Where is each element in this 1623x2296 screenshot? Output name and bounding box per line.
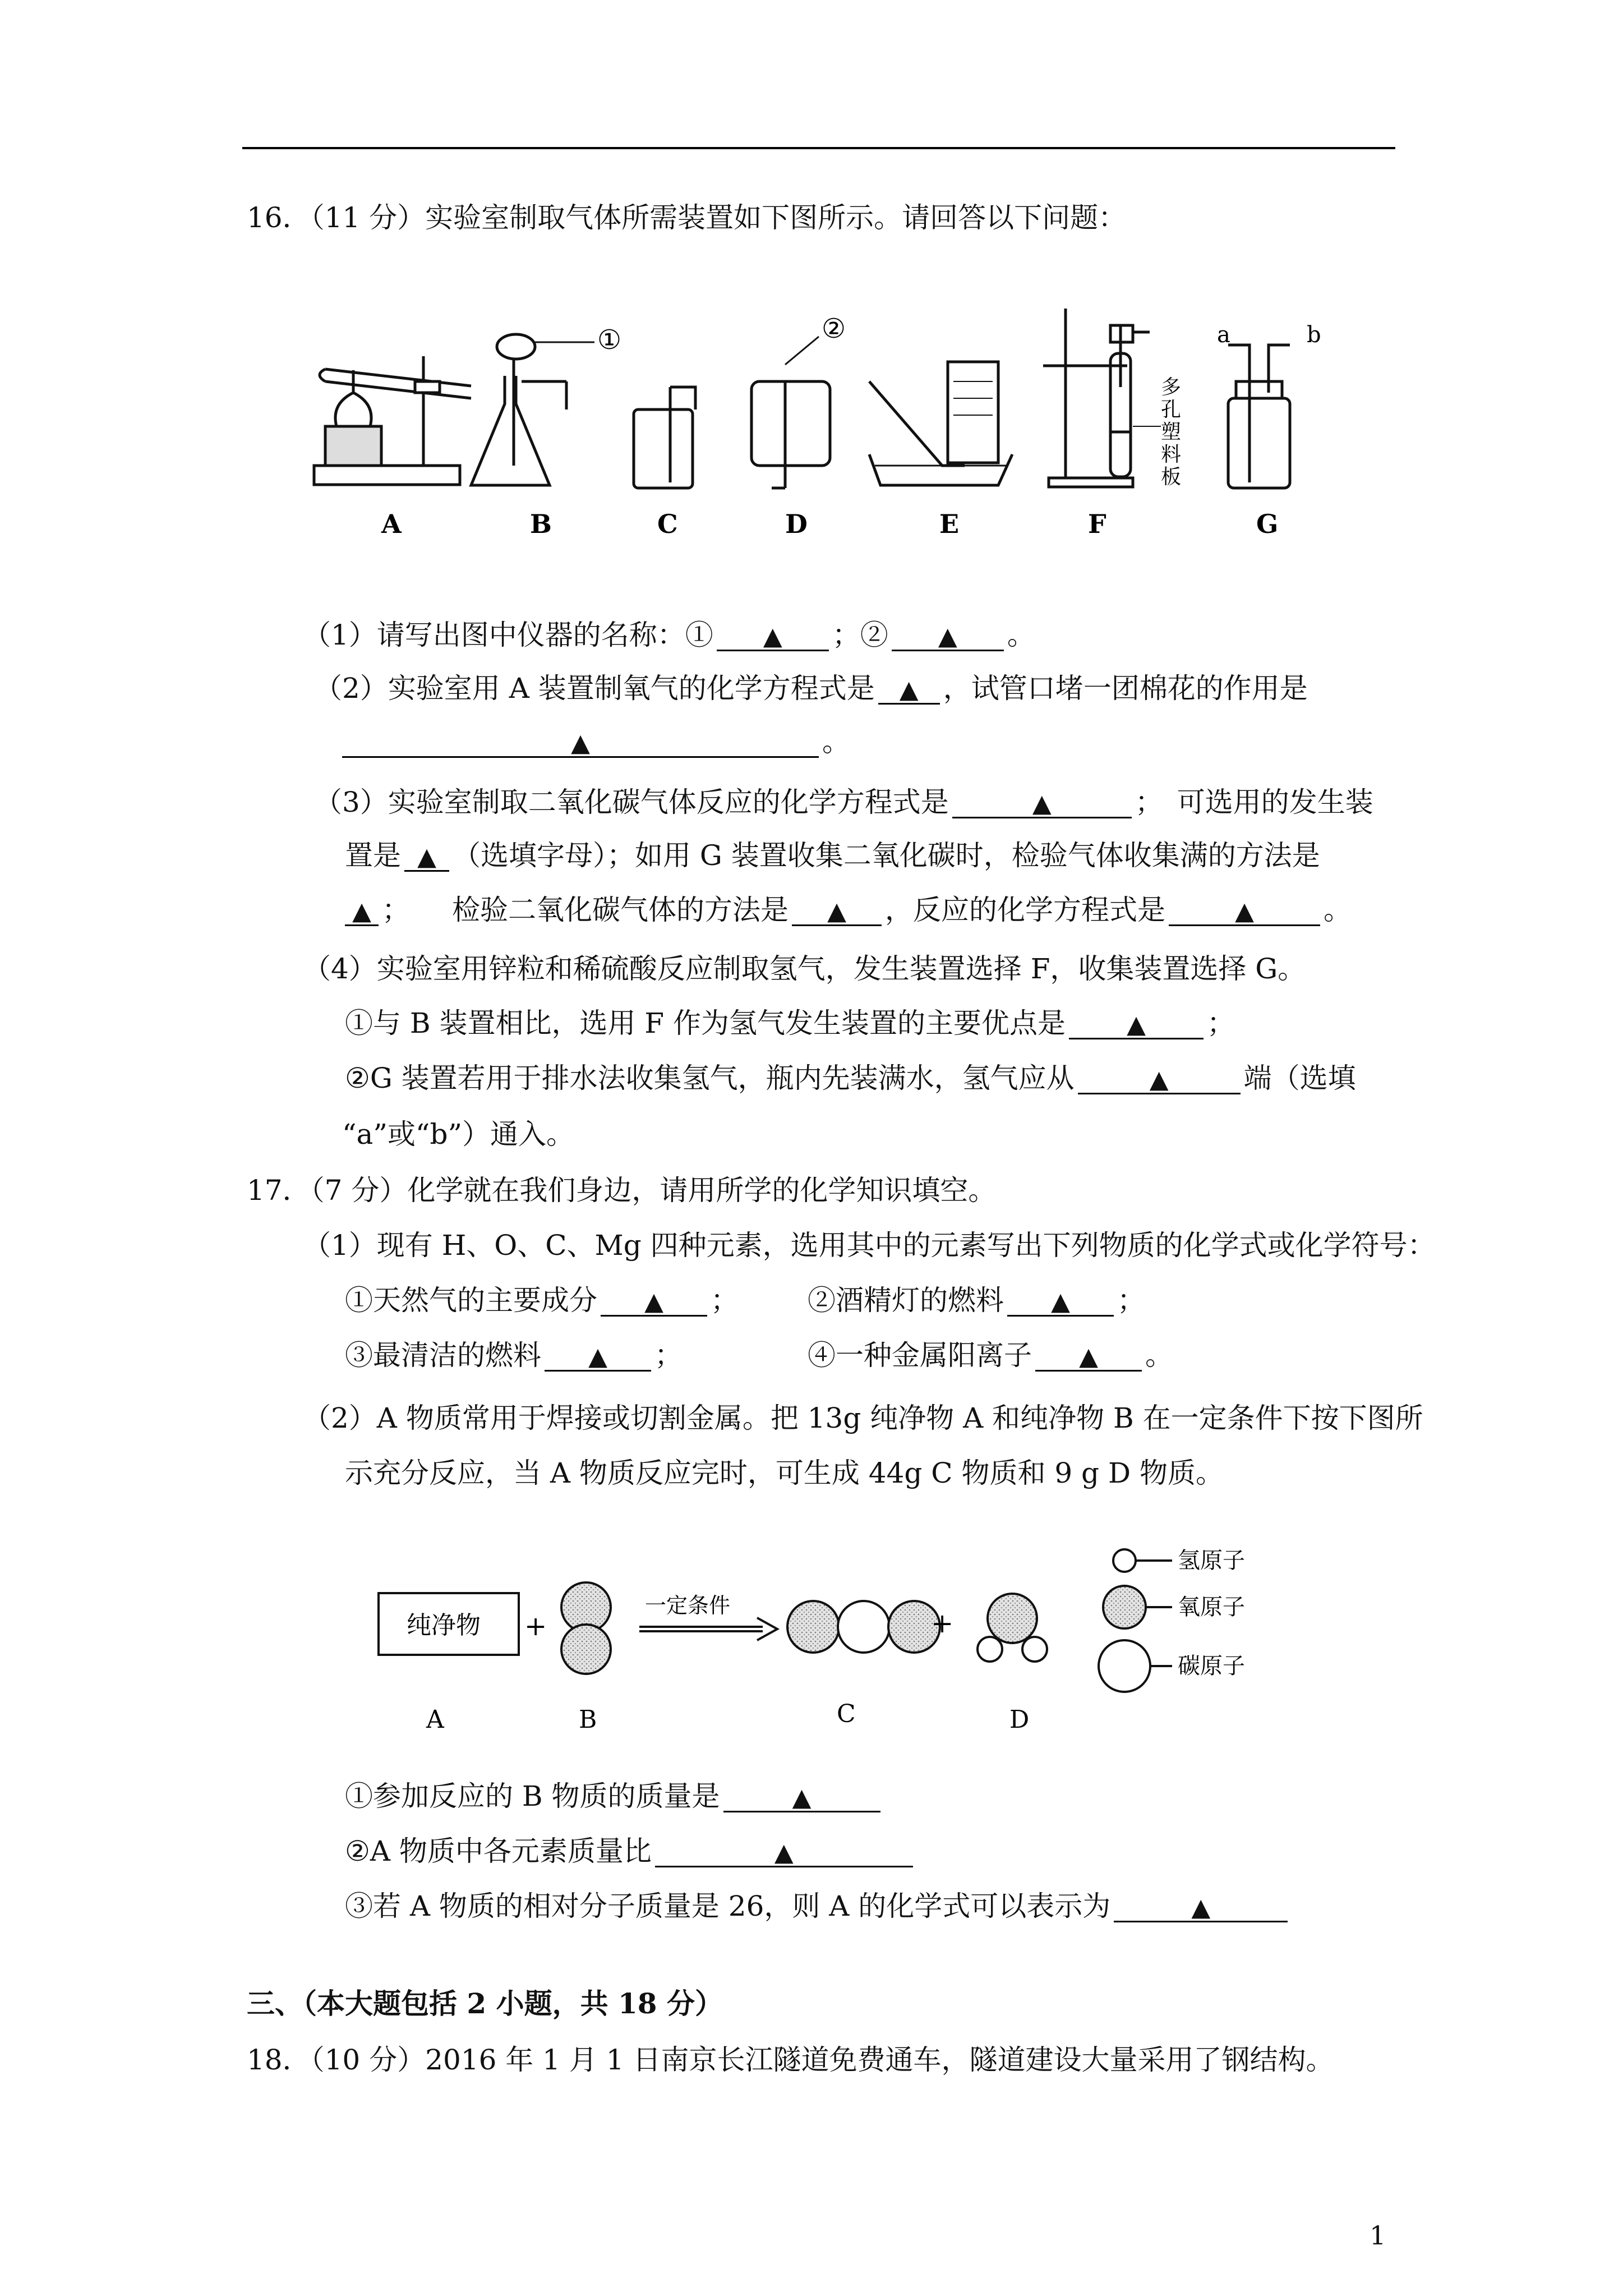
legend-carbon: 碳原子 [1178, 1653, 1245, 1679]
header-rule [242, 147, 1395, 149]
label-b: B [530, 509, 552, 539]
apparatus-c [634, 387, 695, 488]
c-oxygen-atom-1 [787, 1601, 839, 1653]
apparatus-f [1043, 309, 1161, 487]
q16-part4-item2-cont: “a”或“b”）通入。 [342, 1118, 575, 1151]
svg-text:孔: 孔 [1161, 398, 1182, 421]
q17-sub1: ①参加反应的 B 物质的质量是 ▲ [345, 1778, 884, 1814]
q16-part1: （1）请写出图中仪器的名称：① ▲ ；② ▲ 。 [303, 619, 1035, 651]
q16-part2: （2）实验室用 A 装置制氧气的化学方程式是 ▲ ，试管口堵一团棉花的作用是 [314, 672, 1308, 705]
label-a: A [381, 509, 402, 539]
label-g: G [1256, 509, 1279, 539]
g-port-a: a [1217, 322, 1230, 348]
q16-stem: 16．（11 分）实验室制取气体所需装置如下图所示。请回答以下问题： [247, 201, 1127, 234]
q17-stem: 17．（7 分）化学就在我们身边，请用所学的化学知识填空。 [247, 1174, 997, 1207]
d-hydrogen-atom-2 [1022, 1637, 1047, 1662]
q17-sub2: ②A 物质中各元素质量比 ▲ [345, 1833, 916, 1869]
c-carbon-atom [838, 1601, 889, 1653]
legend-oxygen-symbol [1103, 1586, 1146, 1628]
answer-blank[interactable]: ▲ [1078, 1061, 1241, 1094]
q17-sub3: ③若 A 物质的相对分子质量是 26，则 A 的化学式可以表示为 ▲ [345, 1888, 1291, 1924]
plus-sign: + [931, 1608, 954, 1639]
apparatus-e [869, 362, 1012, 485]
answer-blank[interactable]: ▲ [655, 1834, 913, 1867]
q17-item2: ②酒精灯的燃料 ▲ ； [808, 1284, 1145, 1317]
label-f: F [1088, 509, 1106, 539]
svg-text:B: B [579, 1705, 597, 1734]
d-oxygen-atom [988, 1594, 1037, 1643]
legend-hydrogen: 氢原子 [1178, 1548, 1245, 1573]
answer-blank[interactable]: ▲ [1069, 1006, 1204, 1039]
answer-blank[interactable]: ▲ [404, 839, 449, 872]
answer-blank[interactable]: ▲ [792, 893, 882, 926]
svg-text:多: 多 [1161, 376, 1182, 399]
marker-1: ① [597, 324, 622, 356]
g-port-b: b [1307, 322, 1321, 348]
answer-blank[interactable]: ▲ [1007, 1283, 1114, 1317]
svg-text:板: 板 [1161, 466, 1182, 489]
page-number: 1 [1370, 2220, 1386, 2251]
label-c: C [657, 509, 678, 539]
answer-blank[interactable]: ▲ [952, 785, 1132, 818]
svg-text:A: A [426, 1705, 444, 1734]
apparatus-d [751, 337, 830, 488]
section-3-heading: 三、（本大题包括 2 小题，共 18 分） [247, 1987, 723, 2020]
q16-part4: （4）实验室用锌粒和稀硫酸反应制取氢气，发生装置选择 F，收集装置选择 G。 [303, 953, 1306, 985]
svg-text:C: C [837, 1700, 856, 1728]
marker-2: ② [822, 313, 846, 344]
answer-blank[interactable]: ▲ [342, 725, 819, 758]
answer-blank[interactable]: ▲ [601, 1283, 707, 1317]
label-d: D [785, 509, 808, 539]
answer-blank[interactable]: ▲ [878, 671, 940, 705]
answer-blank[interactable]: ▲ [892, 618, 1004, 651]
answer-blank[interactable]: ▲ [345, 893, 379, 926]
q17-part2-line2: 示充分反应，当 A 物质反应完时，可生成 44g C 物质和 9 g D 物质。 [345, 1457, 1224, 1489]
apparatus-a [314, 356, 471, 485]
svg-text:塑: 塑 [1161, 421, 1182, 444]
apparatus-g [1228, 345, 1290, 488]
q18-stem: 18．（10 分）2016 年 1 月 1 日南京长江隧道免费通车，隧道建设大量采用了钢结构。 [247, 2044, 1334, 2076]
plus-sign: + [524, 1611, 547, 1642]
q16-part3-line3: ▲ ； 检验二氧化碳气体的方法是 ▲ ，反应的化学方程式是 ▲ 。 [345, 892, 1352, 928]
answer-blank[interactable]: ▲ [545, 1338, 651, 1372]
apparatus-b [471, 334, 594, 485]
q16-part4-item1: ①与 B 装置相比，选用 F 作为氢气发生装置的主要优点是 ▲ ； [345, 1007, 1235, 1039]
box-text: 纯净物 [407, 1611, 481, 1640]
answer-blank[interactable]: ▲ [1169, 893, 1320, 926]
q16-part2-cont: ▲ 。 [342, 724, 850, 760]
answer-blank[interactable]: ▲ [1035, 1338, 1142, 1372]
q16-part3-line2: 置是 ▲ （选填字母）；如用 G 装置收集二氧化碳时，检验气体收集满的方法是 [345, 839, 1320, 872]
q16-apparatus-figure [303, 303, 1346, 550]
q17-part2-line1: （2）A 物质常用于焊接或切割金属。把 13g 纯净物 A 和纯净物 B 在一定条件下按下图所 [303, 1402, 1423, 1434]
d-hydrogen-atom-1 [978, 1637, 1002, 1662]
legend-hydrogen-symbol [1113, 1549, 1136, 1572]
q17-reaction-diagram [370, 1537, 1324, 1739]
answer-blank[interactable]: ▲ [1114, 1889, 1288, 1922]
svg-text:D: D [1009, 1705, 1030, 1734]
q17-item3: ③最清洁的燃料 ▲ ； [345, 1339, 683, 1372]
label-e: E [939, 509, 960, 539]
q17-item1: ①天然气的主要成分 ▲ ； [345, 1284, 739, 1317]
svg-text:料: 料 [1161, 443, 1182, 466]
b-oxygen-atom-2 [561, 1625, 611, 1674]
q16-part4-item2: ②G 装置若用于排水法收集氢气，瓶内先装满水，氢气应从 ▲ 端（选填 [345, 1062, 1356, 1094]
q17-item4: ④一种金属阳离子 ▲ 。 [808, 1339, 1173, 1372]
legend-carbon-symbol [1099, 1640, 1150, 1692]
answer-blank[interactable]: ▲ [717, 618, 829, 651]
q17-part1: （1）现有 H、O、C、Mg 四种元素，选用其中的元素写出下列物质的化学式或化学符号： [303, 1229, 1436, 1262]
q16-part3: （3）实验室制取二氧化碳气体反应的化学方程式是 ▲ ； 可选用的发生装 [314, 786, 1373, 818]
condition-label: 一定条件 [645, 1593, 731, 1618]
legend-oxygen: 氧原子 [1178, 1594, 1245, 1620]
answer-blank[interactable]: ▲ [723, 1779, 880, 1812]
